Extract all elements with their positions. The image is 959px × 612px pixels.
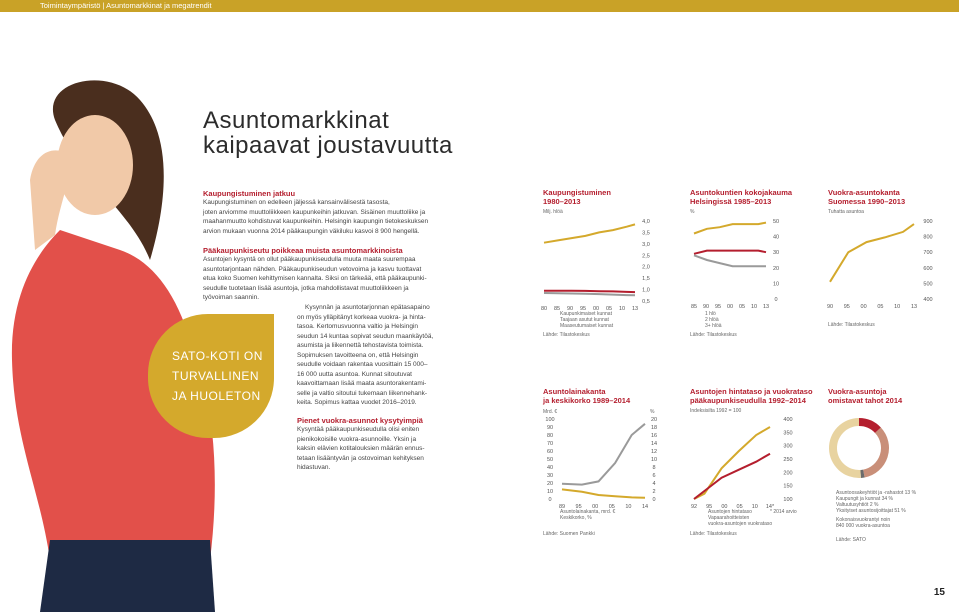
y-tick-label: 70 [546, 441, 554, 447]
chart-legend: Asuntojen hintataso Vapaarahoitteisten vuokra-asuntojen vuokrataso [708, 509, 773, 527]
x-tick-label: 90 [702, 304, 710, 310]
y-tick-label: 20 [772, 265, 780, 272]
chart-mortgage: Asuntolainakanta ja keskikorko 1989–2014 [543, 387, 631, 405]
x-tick-label: 90 [566, 306, 574, 312]
x-tick-label: 10 [625, 504, 632, 510]
x-tick-label: 14 [641, 504, 649, 510]
y-tick-label-right: 20 [650, 417, 658, 423]
y-tick-label: 100 [783, 497, 793, 503]
series-line [694, 251, 766, 254]
chart-unit: Mrd. € [543, 409, 558, 415]
page-title-line2: kaipaavat joustavuutta [203, 132, 453, 159]
chart-source: Lähde: Tilastokeskus [828, 322, 875, 328]
x-tick-label: 10 [751, 504, 758, 510]
x-tick-label: 00 [726, 304, 734, 310]
y-tick-label: 1,5 [642, 276, 650, 283]
y-tick-label-right: 2 [652, 489, 656, 495]
pie-slice [863, 427, 889, 477]
paragraph: Kysynnän ja asuntotarjonnan epätasapaino on myös ylläpitänyt korkeaa vuokra- ja hinta- tasoa. Kertomusvuonna valtio ja Helsingin seudun 14 kuntaa sopivat seudun maankäytöä, asumista ja liikennettä tehostavista toimista. Sopimuksen tavoitteena on, että Helsingin seudulle voidaan rakentaa vuosittain 15 000– 16 000 uutta asuntoa. Kunnat sitoutuvat kaavoittamaan lisää maata asuntorakentami- selle ja valtio sitoutui tukemaan liikennehank- keita. Sopimus kattaa vuodet 2016–2019. [297, 304, 434, 406]
y-tick-label: 50 [546, 457, 554, 463]
chart-household-size: Asuntokuntien kokojakauma Helsingissä 1985–2013 % [690, 188, 793, 215]
series-line [544, 293, 635, 295]
x-tick-label: 05 [736, 504, 743, 510]
y-tick-label: 0 [548, 497, 552, 503]
x-tick-label: 92 [690, 504, 698, 510]
paragraph: Kaupungistuminen on edelleen jäljessä kansainvälisestä tasosta, joten arviomme muuttoliikkeen kaupunkeihin jatkuvan. Sisäinen muuttoliike ja maahanmuutto kohdistuvat kaupunkeihin. Helsingin kaupungin tietokeskuksen arvion mukaan vuonna 2014 pääkaupungin väkiluku kasvoi 8 900 hengellä. [203, 199, 429, 235]
y-tick-label: 30 [546, 473, 554, 479]
y-tick-label: 0,5 [642, 299, 650, 305]
chart-legend: Kaupunkimaiset kunnat Taajaan asutut kunnat Maaseutumaiset kunnat [560, 311, 614, 329]
y-tick-label-right: 12 [650, 449, 658, 455]
series-line [562, 489, 645, 497]
x-tick-label: 00 [721, 504, 728, 510]
y-tick-label: 90 [546, 425, 554, 431]
chart-legend: 1 hlö 2 hlöä 3+ hlöä [705, 311, 722, 329]
pie-slice [829, 418, 861, 478]
x-tick-label: 10 [750, 304, 758, 310]
section-heading: Kaupungistuminen jatkuu [203, 189, 296, 198]
y-tick-label: 150 [783, 483, 793, 490]
y-tick-label-right: 0 [652, 497, 656, 503]
y-tick-label: 250 [783, 457, 793, 463]
series-line [562, 424, 645, 485]
y-tick-label: 350 [783, 430, 793, 437]
chart-rental-stock: Vuokra-asuntokanta Suomessa 1990–2013 Tuhatta asuntoa [828, 188, 906, 215]
page-number: 15 [933, 587, 945, 598]
y-tick-label-right: 4 [652, 481, 656, 487]
chart-source: Lähde: Suomen Pankki [543, 531, 595, 537]
y-tick-label: 60 [546, 449, 554, 455]
x-tick-label: 80 [540, 306, 548, 312]
x-tick-label: 00 [592, 306, 600, 312]
series-line [830, 224, 914, 282]
y-tick-label: 400 [783, 417, 793, 423]
y-tick-label: 10 [772, 281, 780, 288]
y-tick-label-right: 16 [650, 433, 658, 439]
page-title-line1: Asuntomarkkinat [203, 107, 390, 134]
x-tick-label: 13 [910, 304, 918, 310]
y-tick-label-right: 10 [650, 457, 658, 463]
paragraph: Kysyntää pääkaupunkiseudulla olisi eniten pienikokoisille vuokra-asunnoille. Yksin ja kaksin elävien kotitalouksien määrän ennus- tetaan lisääntyvän ja ostovoiman kehityksen hidastuvan. [297, 426, 425, 471]
y-tick-label-right: 6 [652, 473, 656, 479]
breadcrumb: Toimintaympäristö | Asuntomarkkinat ja megatrendit [40, 1, 212, 10]
y-tick-label: 2,5 [642, 253, 650, 260]
section-small-rentals [297, 416, 457, 473]
chart-household-size-plot [688, 215, 798, 315]
x-tick-label: 14* [765, 504, 775, 510]
chart-legend: Asuntoosakeyhtiöt ja -rahastot 13 % Kaupungit ja kunnat 34 % Valtuutusyhtiöt 2 % Yksityiset asuntosijoittajat 51 % Kokonaisvuokrantyi noin 840 000 vuokra-asuntoa [836, 490, 917, 529]
y-tick-label: 0 [774, 297, 778, 303]
section-imbalance [297, 303, 447, 408]
section-heading: Pienet vuokra-asunnot kysytyimpiä [297, 416, 423, 425]
chart-owners-pie [826, 415, 896, 485]
series-line [694, 255, 766, 266]
y-tick-label: 400 [923, 297, 933, 303]
chart-mortgage-plot [540, 415, 665, 510]
y-tick-label: 40 [772, 234, 780, 241]
x-tick-label: 85 [690, 304, 698, 310]
y-tick-label: 10 [546, 489, 554, 495]
page-title [203, 108, 453, 158]
chart-price-index: Asuntojen hintataso ja vuokrataso pääkaupunkiseudulla 1992–2014 Indeksisilta 1992 = 100 [690, 387, 813, 414]
y-tick-label: 2,0 [642, 264, 650, 271]
y-tick-label: 600 [923, 265, 933, 272]
x-tick-label: 90 [826, 304, 834, 310]
y-tick-label: 700 [923, 250, 933, 257]
section-urbanization [203, 189, 443, 236]
x-tick-label: 95 [579, 306, 587, 312]
chart-source: Lähde: Tilastokeskus [543, 332, 590, 338]
x-tick-label: 10 [618, 306, 626, 312]
chart-price-index-plot [688, 415, 803, 510]
y-tick-label-right: 8 [652, 465, 656, 471]
y-tick-label: 800 [923, 234, 933, 241]
y-tick-label: 900 [923, 219, 933, 225]
y-tick-label: 3,0 [642, 241, 650, 248]
x-tick-label: 00 [592, 504, 599, 510]
section-heading: Pääkaupunkiseutu poikkeaa muista asuntomarkkinoista [203, 246, 403, 255]
badge-text: SATO-KOTI ON TURVALLINEN JA HUOLETON [172, 349, 263, 403]
y-tick-label: 3,5 [642, 230, 650, 237]
x-tick-label: 95 [714, 304, 722, 310]
y-tick-label-right: 18 [650, 425, 658, 431]
x-tick-label: 85 [553, 306, 561, 312]
chart-source: Lähde: Tilastokeskus [690, 531, 737, 537]
y-tick-label: 20 [546, 481, 554, 487]
y-tick-label-right: 14 [650, 441, 658, 447]
y-tick-label: 4,0 [642, 219, 650, 225]
y-tick-label: 100 [545, 417, 555, 423]
series-line [694, 427, 770, 499]
x-tick-label: 95 [575, 504, 582, 510]
x-tick-label: 05 [608, 504, 615, 510]
chart-rental-stock-plot [826, 215, 944, 315]
chart-note: * 2014 arvio [770, 509, 797, 515]
y-tick-label: 80 [546, 433, 554, 439]
chart-source: Lähde: Tilastokeskus [690, 332, 737, 338]
x-tick-label: 00 [860, 304, 867, 310]
chart-owners: Vuokra-asuntoja omistavat tahot 2014 [828, 387, 903, 405]
y-tick-label: 30 [772, 250, 780, 257]
series-line [694, 223, 766, 234]
x-tick-label: 05 [738, 304, 746, 310]
y-tick-label: 200 [783, 470, 793, 477]
chart-unit: % [650, 409, 655, 415]
chart-source: Lähde: SATO [836, 537, 866, 543]
y-tick-label: 1,0 [642, 287, 650, 294]
x-tick-label: 13 [762, 304, 770, 310]
x-tick-label: 95 [706, 504, 713, 510]
chart-urbanization: Kaupungistuminen 1980–2013 Milj. hlöä [543, 188, 611, 215]
y-tick-label: 500 [923, 281, 933, 288]
x-tick-label: 95 [843, 304, 850, 310]
series-line [544, 224, 635, 242]
y-tick-label: 300 [783, 443, 793, 450]
section-capital-region [203, 246, 443, 303]
x-tick-label: 89 [558, 504, 566, 510]
y-tick-label: 40 [546, 465, 554, 471]
x-tick-label: 13 [631, 306, 639, 312]
paragraph: Asuntojen kysyntä on ollut pääkaupunkiseudulla muuta maata suurempaa asuntotarjontaan nähden. Pääkaupunkiseudun vetovoima ja kasvu tuottavat etua koko Suomen kehittymisen kannalta. Siksi on tärkeää, että pääkaupunki- seudulle tuotetaan lisää asuntoja, jotka mahdollistavat muuttoliikkeen ja työvoiman saannin. [203, 256, 427, 301]
series-line [544, 291, 635, 292]
y-tick-label: 50 [772, 219, 780, 225]
x-tick-label: 05 [605, 306, 613, 312]
x-tick-label: 10 [894, 304, 901, 310]
x-tick-label: 05 [877, 304, 884, 310]
chart-legend: Asuntolainakanta, mrd. € Keskikorko, % [560, 509, 616, 521]
